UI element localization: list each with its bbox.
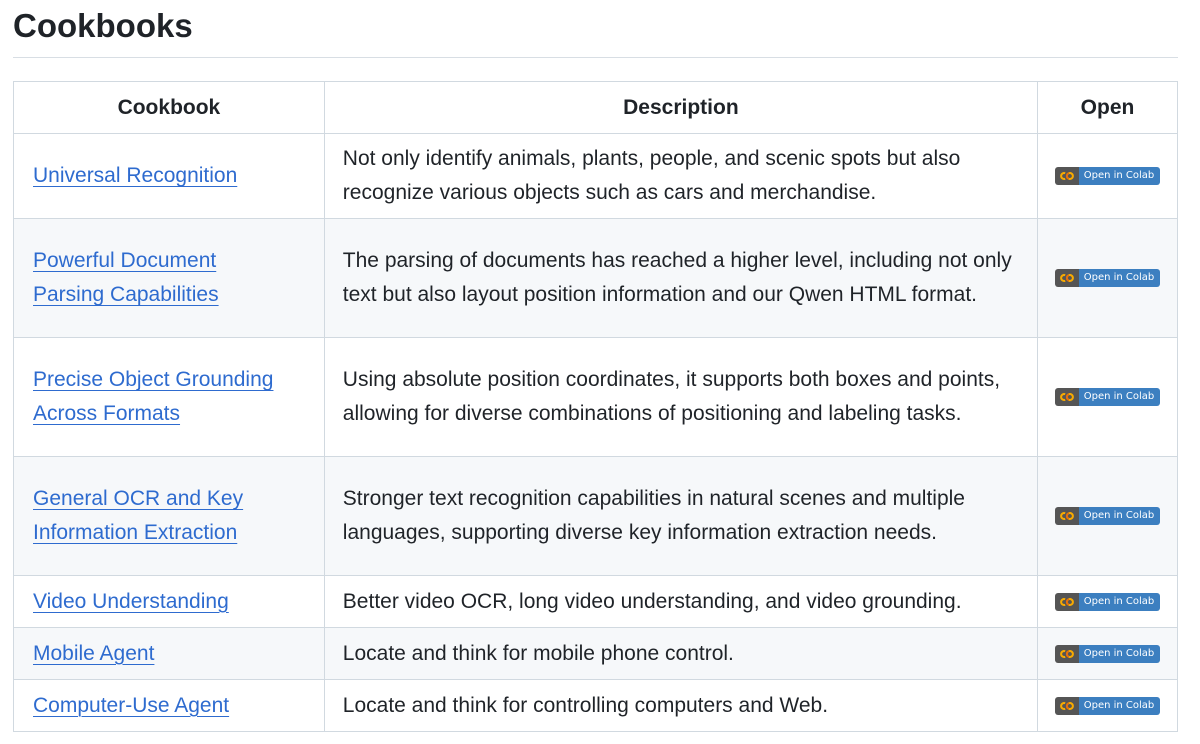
colab-logo-icon [1055, 507, 1079, 525]
cookbook-cell [14, 134, 325, 219]
cookbook-link-general-ocr[interactable] [33, 487, 243, 544]
description-cell: Using absolute position coordinates, it supports both boxes and points, allowing for diverse combinations of positioning and labeling tasks. [324, 338, 1037, 457]
description-cell: Stronger text recognition capabilities in natural scenes and multiple languages, supporting diverse key information extraction needs. [324, 457, 1037, 576]
open-cell [1038, 576, 1178, 628]
colab-logo-icon [1055, 167, 1079, 185]
link-line: Parsing Capabilities [33, 283, 219, 306]
open-cell [1038, 134, 1178, 219]
title-divider [13, 57, 1178, 58]
table-row [14, 457, 1178, 576]
colab-logo-icon [1055, 593, 1079, 611]
description-cell: Locate and think for mobile phone control. [324, 628, 1037, 680]
cookbook-link-universal-recognition[interactable]: Universal Recognition [33, 164, 238, 187]
open-in-colab-button[interactable] [1055, 593, 1161, 611]
badge-label: Open in Colab [1079, 167, 1161, 185]
table-header-row [14, 82, 1178, 134]
cookbook-link-mobile-agent[interactable]: Mobile Agent [33, 641, 155, 665]
open-in-colab-button[interactable] [1055, 697, 1161, 715]
cookbook-cell [14, 628, 325, 680]
description-cell: Locate and think for controlling computers and Web. [324, 680, 1037, 732]
description-cell: Not only identify animals, plants, people, and scenic spots but also recognize various objects such as cars and merchandise. [324, 134, 1037, 219]
cookbook-cell [14, 680, 325, 732]
table-row [14, 628, 1178, 680]
badge-label: Open in Colab [1079, 269, 1161, 287]
cookbook-cell [14, 338, 325, 457]
description-cell: The parsing of documents has reached a higher level, including not only text but also layout position information and our Qwen HTML format. [324, 219, 1037, 338]
table-row [14, 338, 1178, 457]
badge-label: Open in Colab [1079, 645, 1161, 663]
link-line: Information Extraction [33, 521, 238, 544]
cookbook-cell [14, 576, 325, 628]
table-row [14, 680, 1178, 732]
link-line: Across Formats [33, 402, 181, 425]
link-line: Precise Object Grounding [33, 368, 274, 391]
link-line: Powerful Document [33, 249, 217, 272]
cookbook-link-computer-use-agent[interactable]: Computer-Use Agent [33, 693, 230, 717]
cookbook-cell [14, 457, 325, 576]
colab-logo-icon [1055, 645, 1079, 663]
link-line: General OCR and Key [33, 487, 244, 510]
badge-label: Open in Colab [1079, 388, 1161, 406]
table-row [14, 219, 1178, 338]
header-open: Open [1038, 82, 1178, 134]
open-cell [1038, 680, 1178, 732]
badge-label: Open in Colab [1079, 507, 1161, 525]
cookbook-cell [14, 219, 325, 338]
open-in-colab-button[interactable] [1055, 269, 1161, 287]
colab-logo-icon [1055, 697, 1079, 715]
open-cell [1038, 457, 1178, 576]
badge-label: Open in Colab [1079, 697, 1161, 715]
open-in-colab-button[interactable] [1055, 507, 1161, 525]
open-cell [1038, 219, 1178, 338]
open-cell [1038, 628, 1178, 680]
header-cookbook: Cookbook [14, 82, 325, 134]
open-cell [1038, 338, 1178, 457]
description-cell: Better video OCR, long video understanding, and video grounding. [324, 576, 1037, 628]
cookbook-link-document-parsing[interactable] [33, 249, 219, 306]
open-in-colab-button[interactable] [1055, 167, 1161, 185]
colab-logo-icon [1055, 269, 1079, 287]
badge-label: Open in Colab [1079, 593, 1161, 611]
header-description: Description [324, 82, 1037, 134]
cookbook-link-video-understanding[interactable]: Video Understanding [33, 589, 229, 613]
table-row [14, 576, 1178, 628]
open-in-colab-button[interactable] [1055, 388, 1161, 406]
cookbook-link-object-grounding[interactable] [33, 368, 273, 425]
open-in-colab-button[interactable] [1055, 645, 1161, 663]
page-title: Cookbooks [13, 7, 193, 44]
colab-logo-icon [1055, 388, 1079, 406]
table-row [14, 134, 1178, 219]
cookbooks-table [13, 81, 1178, 732]
